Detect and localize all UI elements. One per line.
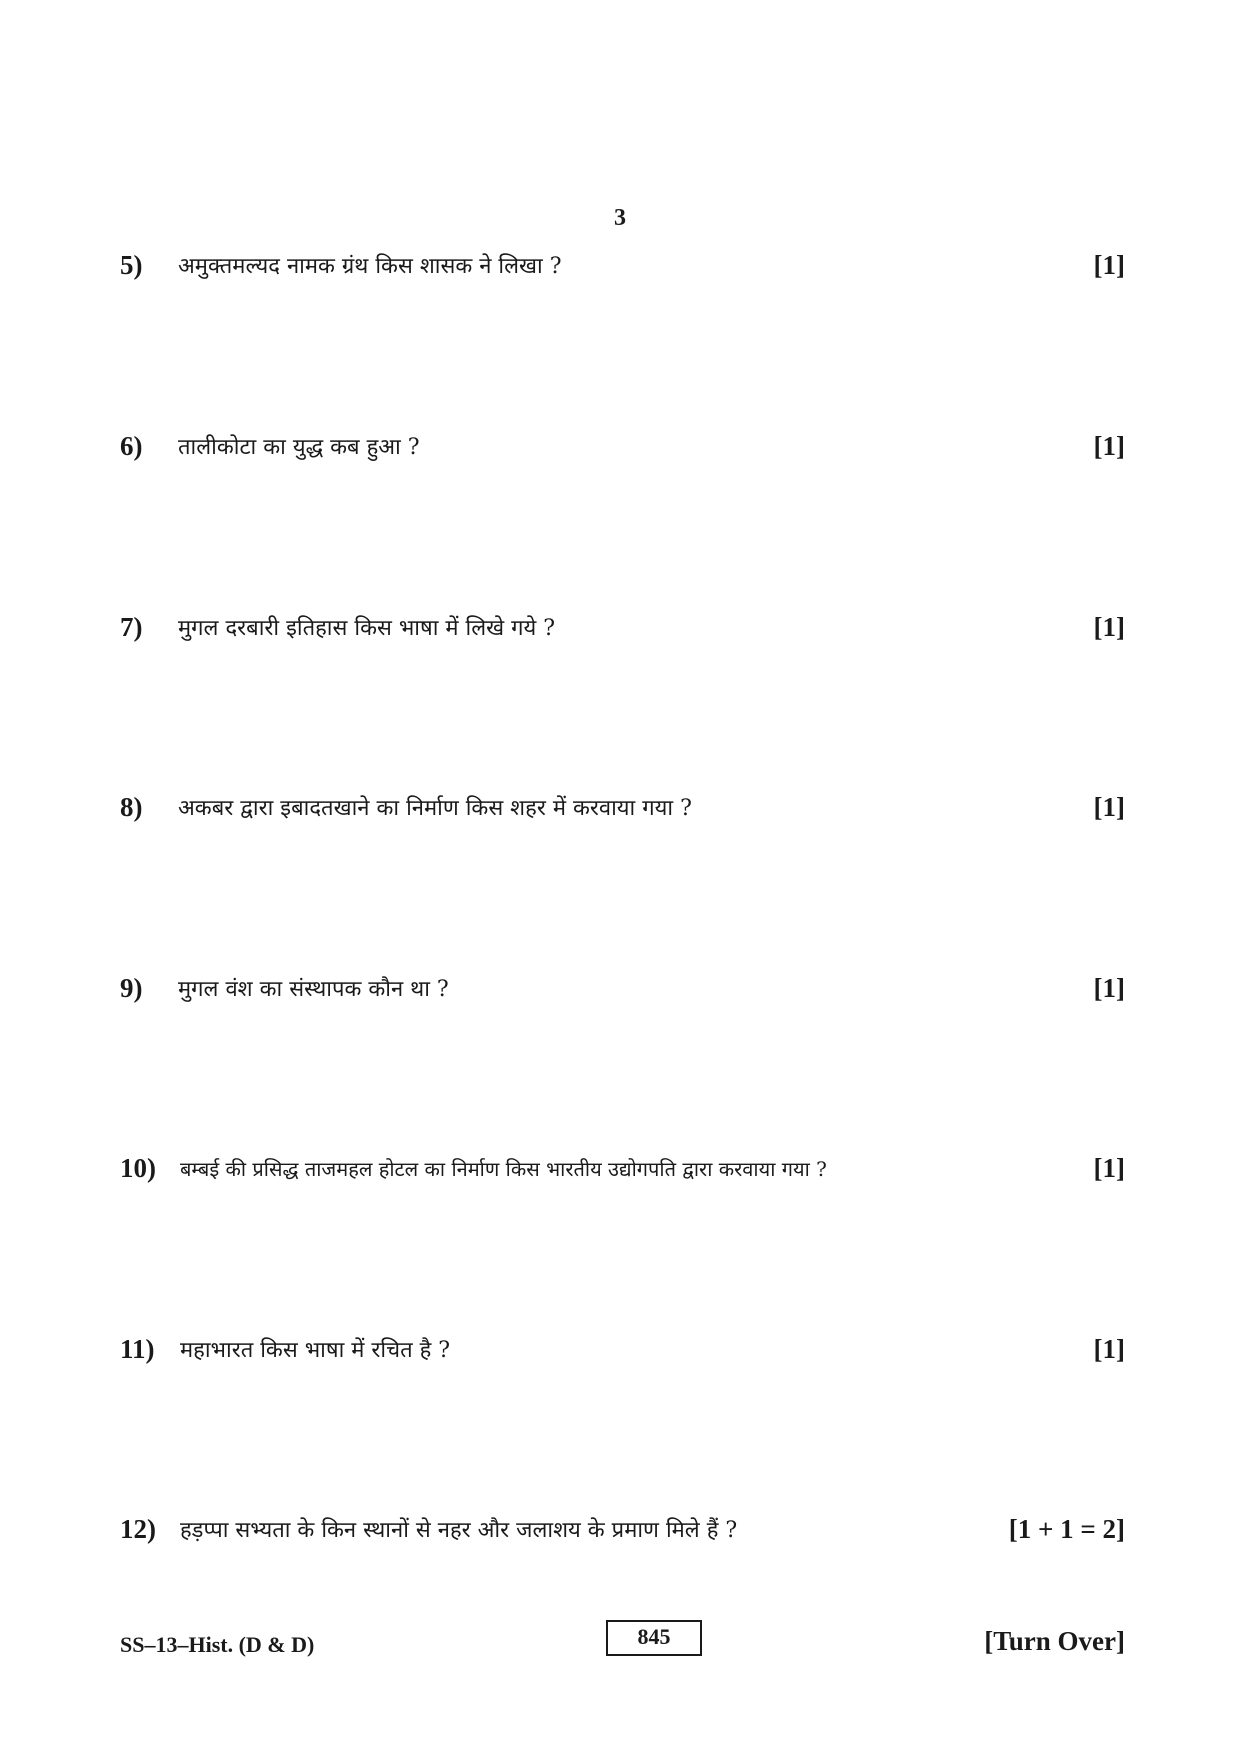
paper-code: SS–13–Hist. (D & D) bbox=[120, 1632, 315, 1657]
question-marks: [1] bbox=[1093, 1333, 1125, 1364]
question-number: 12) bbox=[120, 1513, 156, 1544]
question-number: 7) bbox=[120, 611, 143, 642]
question-11 bbox=[120, 1329, 1125, 1369]
question-number: 5) bbox=[120, 249, 143, 280]
question-marks: [1] bbox=[1093, 430, 1125, 461]
question-12 bbox=[120, 1509, 1125, 1549]
question-text: हड़प्पा सभ्यता के किन स्थानों से नहर और जलाशय के प्रमाण मिले हैं ? bbox=[180, 1518, 738, 1543]
question-8 bbox=[120, 787, 1125, 827]
question-marks: [1] bbox=[1093, 791, 1125, 822]
question-number: 11) bbox=[120, 1333, 155, 1364]
question-text: मुगल वंश का संस्थापक कौन था ? bbox=[178, 977, 449, 1002]
question-9 bbox=[120, 968, 1125, 1008]
question-text: अकबर द्वारा इबादतखाने का निर्माण किस शहर में करवाया गया ? bbox=[178, 796, 692, 821]
question-number: 9) bbox=[120, 972, 143, 1003]
question-marks: [1] bbox=[1093, 611, 1125, 642]
question-marks: [1] bbox=[1093, 1152, 1125, 1183]
page-footer bbox=[120, 1620, 1125, 1670]
question-6 bbox=[120, 426, 1125, 466]
question-number: 6) bbox=[120, 430, 143, 461]
question-text: मुगल दरबारी इतिहास किस भाषा में लिखे गये ? bbox=[178, 616, 556, 641]
question-text: अमुक्तमल्यद नामक ग्रंथ किस शासक ने लिखा ? bbox=[178, 254, 562, 279]
question-text: तालीकोटा का युद्ध कब हुआ ? bbox=[178, 435, 420, 460]
question-10 bbox=[120, 1148, 1125, 1188]
question-marks: [1 + 1 = 2] bbox=[1008, 1513, 1125, 1544]
question-text: बम्बई की प्रसिद्ध ताजमहल होटल का निर्माण किस भारतीय उद्योगपति द्वारा करवाया गया ? bbox=[180, 1156, 827, 1181]
page-number: 3 bbox=[614, 205, 626, 231]
question-number: 8) bbox=[120, 791, 143, 822]
question-marks: [1] bbox=[1093, 972, 1125, 1003]
question-marks: [1] bbox=[1093, 249, 1125, 280]
paper-number-box: 845 bbox=[606, 1620, 702, 1656]
question-text: महाभारत किस भाषा में रचित है ? bbox=[180, 1338, 451, 1363]
question-7 bbox=[120, 607, 1125, 647]
question-5 bbox=[120, 245, 1125, 285]
turn-over-note: [Turn Over] bbox=[984, 1626, 1125, 1656]
question-number: 10) bbox=[120, 1152, 156, 1183]
